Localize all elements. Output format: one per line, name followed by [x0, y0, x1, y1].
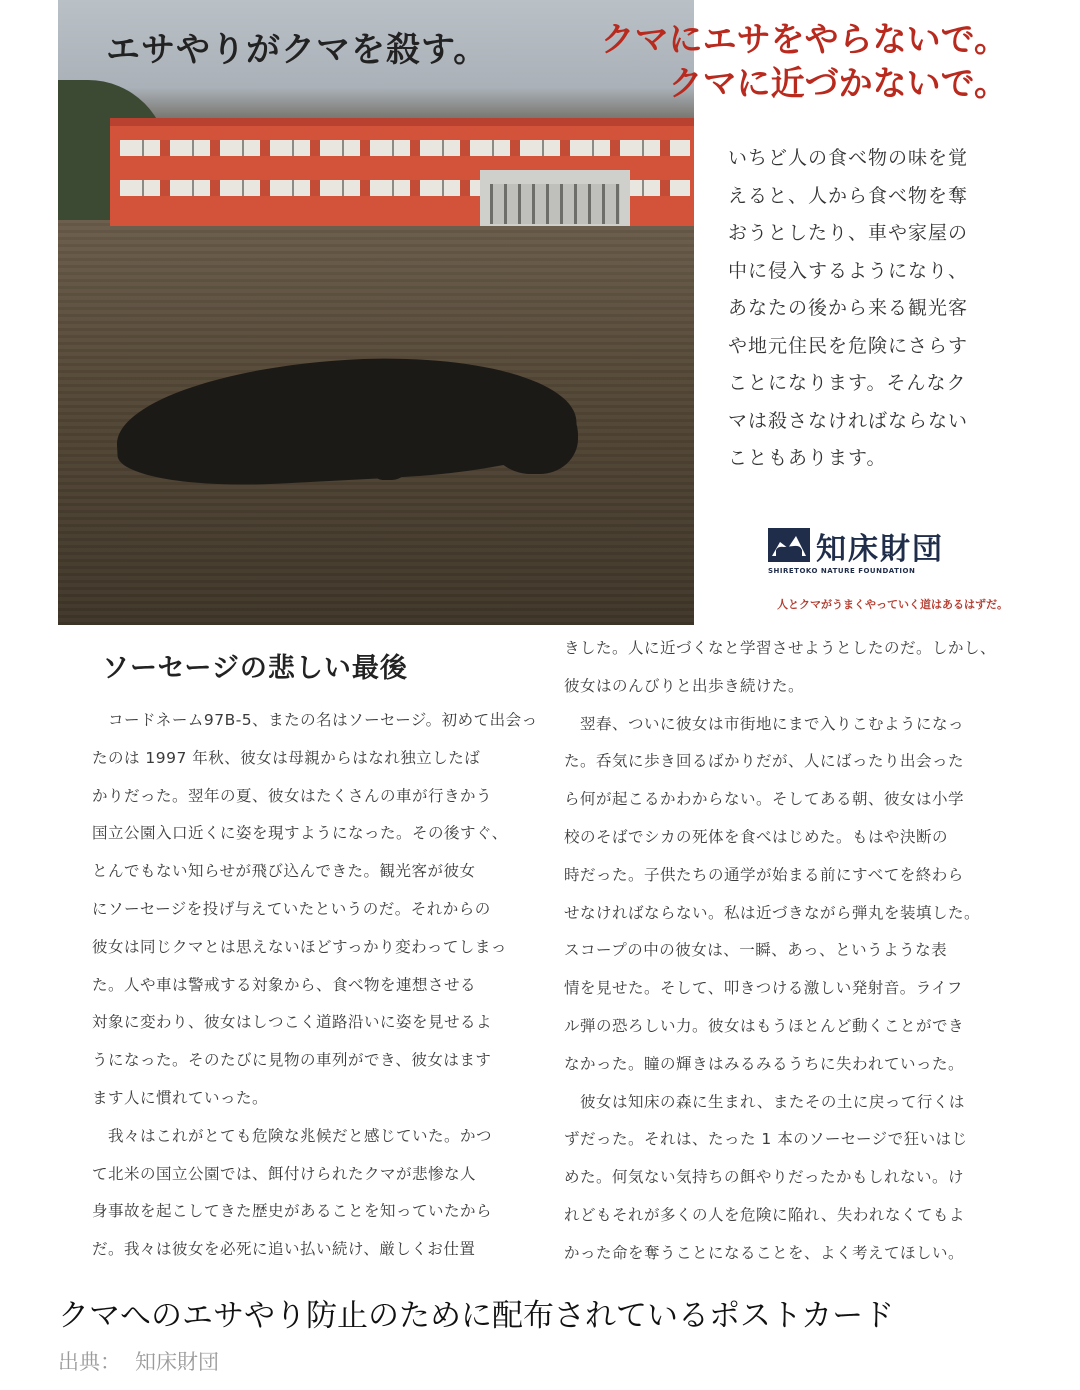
- article-line: せなければならない。私は近づきながら弾丸を装填した。: [564, 903, 981, 922]
- warning-line: や地元住民を危険にさらす: [728, 334, 969, 357]
- headline-left: エサやりがクマを殺す。: [106, 30, 489, 70]
- article-line: かった命を奪うことになることを、よく考えてほしい。: [564, 1243, 965, 1262]
- article-line: たのは 1997 年秋、彼女は母親からはなれ独立したば: [92, 748, 481, 767]
- article-line: 校のそばでシカの死体を食べはじめた。もはや決断の: [564, 827, 949, 846]
- article-line: うになった。そのたびに見物の車列ができ、彼女はます: [92, 1051, 492, 1070]
- warning-line: おうとしたり、車や家屋の: [728, 222, 969, 244]
- source-label: 出典：: [58, 1350, 121, 1374]
- article-column-right: [564, 630, 1004, 1272]
- school-windows-upper: [120, 140, 690, 156]
- article-line: きした。人に近づくなと学習させようとしたのだ。しかし、: [564, 639, 997, 657]
- article-line: コードネーム97B-5、またの名はソーセージ。初めて出会っ: [92, 711, 538, 729]
- postcard: [58, 0, 1008, 1272]
- warning-line: ことになります。そんなク: [728, 372, 967, 394]
- article-line: て北米の国立公園では、餌付けられたクマが悲惨な人: [92, 1164, 477, 1183]
- school-building: [110, 118, 694, 226]
- article-line: 彼女は同じクマとは思えないほどすっかり変わってしまっ: [92, 937, 507, 956]
- article-line: ら何が起こるかわからない。そしてある朝、彼女は小学: [564, 790, 965, 809]
- article-line: 翌春、ついに彼女は市街地にまで入りこむようになっ: [564, 714, 965, 733]
- article-line: 彼女はのんびりと出歩き続けた。: [564, 676, 805, 695]
- article-line: ル弾の恐ろしい力。彼女はもうほとんど動くことができ: [564, 1016, 965, 1035]
- article-line: だ。我々は彼女を必死に追い払い続け、厳しくお仕置: [92, 1240, 476, 1259]
- logo-english-name: SHIRETOKO NATURE FOUNDATION: [768, 567, 916, 575]
- article-line: た。呑気に歩き回るばかりだが、人にばったり出会った: [564, 752, 965, 771]
- image-caption: クマへのエサやり防止のために配布されているポストカード: [58, 1298, 895, 1334]
- article-line: 我々はこれがとても危険な兆候だと感じていた。かつ: [92, 1126, 493, 1145]
- foundation-logo: [768, 520, 998, 580]
- source-link[interactable]: 知床財団: [135, 1350, 219, 1374]
- school-entrance: [480, 170, 630, 226]
- warning-text: [728, 140, 988, 478]
- article-line: 国立公園入口近くに姿を現すようになった。その後すぐ、: [92, 824, 508, 843]
- article-line: なかった。瞳の輝きはみるみるうちに失われていった。: [564, 1054, 965, 1073]
- school-roof: [110, 118, 694, 126]
- article-line: れどもそれが多くの人を危険に陥れ、失われなくてもよ: [564, 1205, 965, 1224]
- article-line: かりだった。翌年の夏、彼女はたくさんの車が行きかう: [92, 786, 493, 805]
- dead-bear-head: [488, 392, 578, 474]
- article-line: とんでもない知らせが飛び込んできた。観光客が彼女: [92, 862, 476, 881]
- article-line: た。人や車は警戒する対象から、食べ物を連想させる: [92, 975, 477, 994]
- warning-line: いちど人の食べ物の味を覚: [728, 147, 969, 169]
- warning-line: あなたの後から来る観光客: [728, 297, 969, 319]
- article-line: めた。何気ない気持ちの餌やりだったかもしれない。け: [564, 1168, 965, 1187]
- headline-right-line: クマにエサをやらないで。: [600, 20, 1008, 60]
- article-line: ます人に慣れていった。: [92, 1088, 269, 1107]
- warning-line: えると、人から食べ物を奪: [728, 184, 969, 207]
- image-source: [58, 1346, 219, 1376]
- warning-line: マは殺さなければならない: [728, 409, 969, 432]
- dead-bear-leg: [368, 440, 408, 480]
- article-line: 時だった。子供たちの通学が始まる前にすべてを終わら: [564, 865, 964, 884]
- article-title: ソーセージの悲しい最後: [102, 653, 408, 684]
- article-line: ずだった。それは、たった 1 本のソーセージで狂いはじ: [564, 1130, 968, 1149]
- article-line: 彼女は知床の森に生まれ、またその土に戻って行くは: [564, 1092, 965, 1111]
- article-line: 情を見せた。そして、叩きつける激しい発射音。ライフ: [564, 979, 963, 998]
- headline-right: [548, 18, 1008, 106]
- article-column-left: [92, 702, 542, 1269]
- logo-name: 知床財団: [816, 532, 944, 567]
- article-line: 対象に変わり、彼女はしつこく道路沿いに姿を見せるよ: [92, 1013, 493, 1032]
- article-line: 身事故を起こしてきた歴史があることを知っていたから: [92, 1202, 493, 1221]
- bear-logo-icon: [768, 528, 810, 562]
- article-line: にソーセージを投げ与えていたというのだ。それからの: [92, 899, 491, 918]
- warning-line: 中に侵入するようになり、: [728, 259, 969, 282]
- headline-right-line: クマに近づかないで。: [668, 64, 1008, 104]
- tagline: 人とクマがうまくやっていく道はあるはずだ。: [777, 598, 1008, 611]
- warning-line: こともあります。: [728, 447, 887, 469]
- article-line: スコープの中の彼女は、一瞬、あっ、というような表: [564, 941, 948, 960]
